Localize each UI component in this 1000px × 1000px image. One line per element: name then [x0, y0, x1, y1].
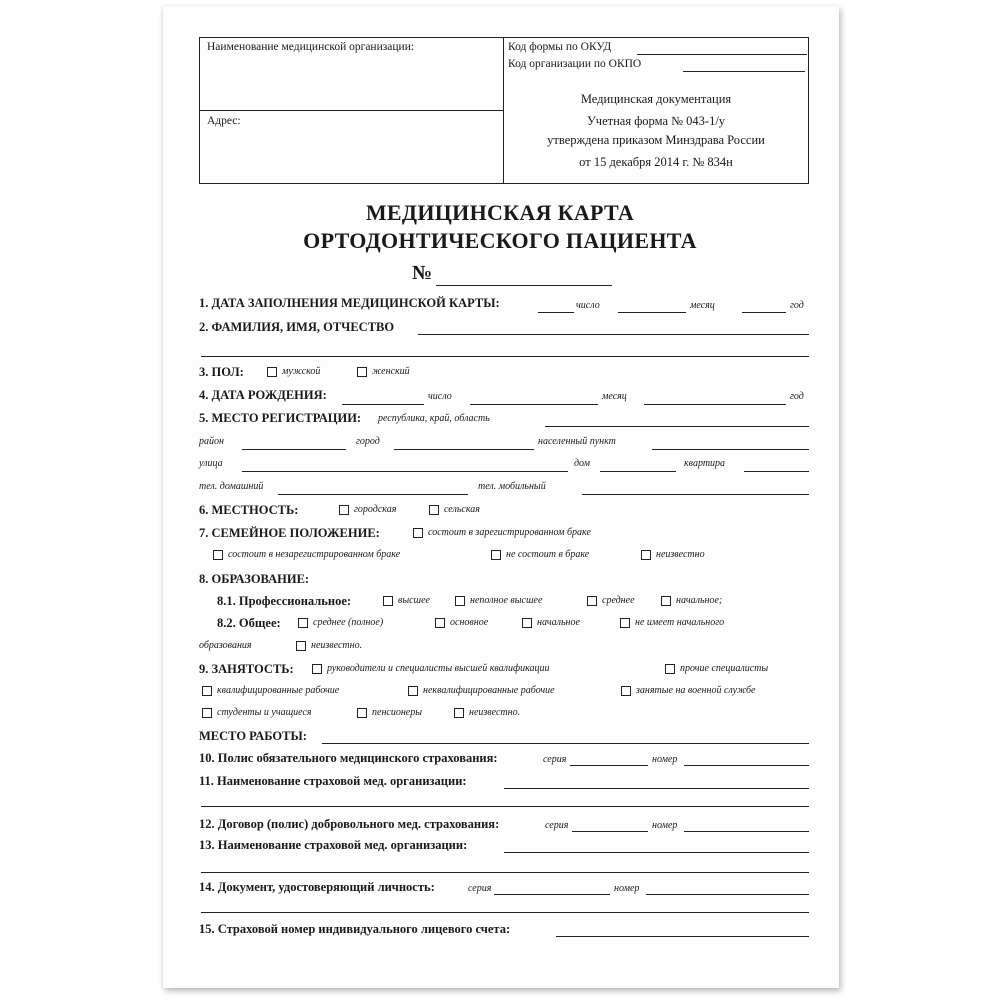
f12-number-line[interactable] — [684, 831, 809, 832]
other-specialists-checkbox[interactable] — [665, 664, 675, 674]
f4-label: 4. ДАТА РОЖДЕНИЯ: — [199, 388, 327, 402]
card-number-line[interactable] — [436, 285, 612, 286]
apartment-label: квартира — [684, 458, 726, 469]
education-label: образования — [199, 640, 252, 651]
f4-day-line[interactable] — [342, 404, 424, 405]
f8-label: 8. ОБРАЗОВАНИЕ: — [199, 572, 310, 586]
managers-checkbox[interactable] — [312, 664, 322, 674]
higher-checkbox[interactable] — [383, 596, 393, 606]
other-specialists-label: прочие специалисты — [680, 663, 769, 674]
f4-year-line[interactable] — [644, 404, 786, 405]
f10-number: номер — [652, 754, 678, 765]
mobile-phone-line[interactable] — [582, 494, 809, 495]
district-line[interactable] — [242, 449, 346, 450]
f11-line-1[interactable] — [504, 788, 809, 789]
street-label: улица — [199, 458, 223, 469]
card-number-sign: № — [412, 262, 433, 284]
f4-year: год — [790, 391, 804, 402]
married-reg-checkbox[interactable] — [413, 528, 423, 538]
apartment-line[interactable] — [744, 471, 809, 472]
okpo-label: Код организации по ОКПО — [508, 58, 642, 70]
f8-2-label: 8.2. Общее: — [217, 616, 281, 630]
org-name-label: Наименование медицинской организации: — [207, 41, 415, 53]
home-phone-line[interactable] — [278, 494, 468, 495]
district-label: район — [199, 436, 224, 447]
rural-label: сельская — [444, 504, 480, 515]
f14-line-2[interactable] — [201, 912, 809, 913]
f5-label: 5. МЕСТО РЕГИСТРАЦИИ: — [199, 411, 362, 425]
male-label: мужской — [282, 366, 321, 377]
f1-year-line[interactable] — [742, 312, 786, 313]
primary-checkbox[interactable] — [522, 618, 532, 628]
urban-label: городская — [354, 504, 397, 515]
primary-label: начальное — [537, 617, 580, 628]
f14-number: номер — [614, 883, 640, 894]
male-checkbox[interactable] — [267, 367, 277, 377]
f10-series-line[interactable] — [570, 765, 648, 766]
title-line-1: МЕДИЦИНСКАЯ КАРТА — [365, 200, 635, 225]
f9-label: 9. ЗАНЯТОСТЬ: — [199, 662, 294, 676]
okud-line[interactable] — [637, 54, 807, 55]
incomplete-higher-checkbox[interactable] — [455, 596, 465, 606]
header-divider-vertical — [503, 38, 504, 183]
not-married-checkbox[interactable] — [491, 550, 501, 560]
secondary-full-checkbox[interactable] — [298, 618, 308, 628]
f2-line-2[interactable] — [201, 356, 809, 357]
f1-year: год — [790, 300, 804, 311]
not-married-label: не состоит в браке — [506, 549, 590, 560]
okpo-line[interactable] — [683, 71, 805, 72]
title-line-2: ОРТОДОНТИЧЕСКОГО ПАЦИЕНТА — [303, 228, 697, 253]
f1-day: число — [576, 300, 600, 311]
form-number: Учетная форма № 043-1/у — [586, 114, 726, 128]
f7-label: 7. СЕМЕЙНОЕ ПОЛОЖЕНИЕ: — [199, 526, 380, 540]
rural-checkbox[interactable] — [429, 505, 439, 515]
secondary-prof-checkbox[interactable] — [587, 596, 597, 606]
marital-unknown-checkbox[interactable] — [641, 550, 651, 560]
okud-label: Код формы по ОКУД — [508, 41, 612, 53]
order-date: от 15 декабря 2014 г. № 834н — [579, 155, 733, 169]
students-label: студенты и учащиеся — [217, 707, 312, 718]
secondary-full-label: среднее (полное) — [313, 617, 384, 628]
incomplete-higher-label: неполное высшее — [470, 595, 543, 606]
home-phone-label: тел. домашний — [199, 481, 264, 492]
military-label: занятые на военной службе — [636, 685, 756, 696]
no-primary-label: не имеет начального — [635, 617, 725, 628]
f11-label: 11. Наименование страховой мед. организации: — [199, 774, 467, 788]
f12-number: номер — [652, 820, 678, 831]
f14-number-line[interactable] — [646, 894, 809, 895]
f10-series: серия — [543, 754, 567, 765]
workplace-line[interactable] — [322, 743, 809, 744]
f4-month: месяц — [602, 391, 627, 402]
f2-label: 2. ФАМИЛИЯ, ИМЯ, ОТЧЕСТВО — [199, 320, 395, 334]
no-primary-checkbox[interactable] — [620, 618, 630, 628]
pensioners-label: пенсионеры — [372, 707, 423, 718]
married-unreg-checkbox[interactable] — [213, 550, 223, 560]
basic-label: основное — [450, 617, 489, 628]
students-checkbox[interactable] — [202, 708, 212, 718]
f14-series-line[interactable] — [494, 894, 610, 895]
f15-line[interactable] — [556, 936, 809, 937]
address-label: Адрес: — [207, 115, 241, 127]
f12-label: 12. Договор (полис) добровольного мед. страхования: — [199, 817, 500, 831]
mobile-phone-label: тел. мобильный — [478, 481, 546, 492]
f6-label: 6. МЕСТНОСТЬ: — [199, 503, 299, 517]
married-reg-label: состоит в зарегистрированном браке — [428, 527, 591, 538]
house-label: дом — [574, 458, 591, 469]
unskilled-label: неквалифицированные рабочие — [423, 685, 555, 696]
house-line[interactable] — [600, 471, 676, 472]
employment-unknown-checkbox[interactable] — [454, 708, 464, 718]
unskilled-checkbox[interactable] — [408, 686, 418, 696]
f1-label: 1. ДАТА ЗАПОЛНЕНИЯ МЕДИЦИНСКОЙ КАРТЫ: — [199, 296, 500, 310]
female-checkbox[interactable] — [357, 367, 367, 377]
locality-label: населенный пункт — [538, 436, 616, 447]
region-line[interactable] — [545, 426, 809, 427]
f10-label: 10. Полис обязательного медицинского страхования: — [199, 751, 498, 765]
f13-label: 13. Наименование страховой мед. организации: — [199, 838, 468, 852]
female-label: женский — [372, 366, 410, 377]
header-divider-horizontal — [200, 110, 503, 111]
education-unknown-checkbox[interactable] — [296, 641, 306, 651]
f14-series: серия — [468, 883, 492, 894]
employment-unknown-label: неизвестно. — [469, 707, 521, 718]
secondary-prof-label: среднее — [602, 595, 635, 606]
f3-label: 3. ПОЛ: — [199, 365, 244, 379]
f4-day: число — [428, 391, 452, 402]
city-label: город — [356, 436, 380, 447]
f8-1-label: 8.1. Профессиональное: — [217, 594, 352, 608]
doc-type: Медицинская документация — [580, 92, 732, 106]
primary-prof-checkbox[interactable] — [661, 596, 671, 606]
urban-checkbox[interactable] — [339, 505, 349, 515]
primary-prof-label: начальное; — [676, 595, 723, 606]
f12-series-line[interactable] — [572, 831, 648, 832]
f12-series: серия — [545, 820, 569, 831]
higher-label: высшее — [398, 595, 430, 606]
f10-number-line[interactable] — [684, 765, 809, 766]
f14-label: 14. Документ, удостоверяющий личность: — [199, 880, 435, 894]
region-label: республика, край, область — [378, 413, 490, 424]
approval-text: утверждена приказом Минздрава России — [547, 133, 765, 147]
f11-line-2[interactable] — [201, 806, 809, 807]
f1-day-line[interactable] — [538, 312, 574, 313]
f13-line-1[interactable] — [504, 852, 809, 853]
workplace-label: МЕСТО РАБОТЫ: — [199, 729, 307, 743]
f15-label: 15. Страховой номер индивидуального лицевого счета: — [199, 922, 511, 936]
locality-line[interactable] — [652, 449, 809, 450]
f1-month: месяц — [690, 300, 715, 311]
street-line[interactable] — [242, 471, 568, 472]
pensioners-checkbox[interactable] — [357, 708, 367, 718]
married-unreg-label: состоит в незарегистрированном браке — [228, 549, 401, 560]
skilled-checkbox[interactable] — [202, 686, 212, 696]
education-unknown-label: неизвестно. — [311, 640, 363, 651]
basic-checkbox[interactable] — [435, 618, 445, 628]
military-checkbox[interactable] — [621, 686, 631, 696]
f13-line-2[interactable] — [201, 872, 809, 873]
city-line[interactable] — [394, 449, 534, 450]
f2-line-1[interactable] — [418, 334, 809, 335]
managers-label: руководители и специалисты высшей квалификации — [327, 663, 550, 674]
f1-month-line[interactable] — [618, 312, 686, 313]
f4-month-line[interactable] — [470, 404, 598, 405]
skilled-label: квалифицированные рабочие — [217, 685, 340, 696]
marital-unknown-label: неизвестно — [656, 549, 705, 560]
